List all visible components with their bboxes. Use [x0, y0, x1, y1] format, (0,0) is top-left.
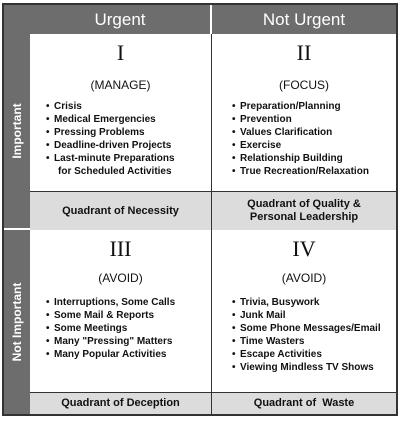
list-item: • Prevention — [232, 113, 369, 126]
quadrant-1-tag: (MANAGE) — [90, 78, 151, 92]
list-item: • Exercise — [232, 139, 369, 152]
time-management-matrix — [2, 3, 398, 416]
quadrant-1 — [30, 34, 212, 192]
quadrant-4-list — [232, 296, 381, 374]
list-item: • Some Phone Messages/Email — [232, 322, 381, 335]
list-item: • Many Popular Activities — [46, 348, 175, 361]
quadrant-3-footer-line1: Quadrant of Deception — [61, 397, 180, 409]
matrix-corner — [4, 5, 30, 34]
quadrant-2-list — [232, 100, 369, 178]
quadrant-1-footer-line1: Quadrant of Necessity — [62, 204, 179, 217]
list-item-continuation: for Scheduled Activities — [58, 166, 172, 177]
quadrant-2-footer-line1: Quadrant of Quality & — [247, 198, 361, 210]
quadrant-4-footer-line1: Quadrant of Waste — [253, 397, 355, 409]
list-item: • Values Clarification — [232, 126, 369, 139]
quadrant-3-footer — [30, 393, 212, 414]
list-item: • Time Wasters — [232, 335, 381, 348]
quadrant-3 — [30, 230, 212, 393]
quadrant-3-tag: (AVOID) — [98, 271, 143, 285]
list-item: • Viewing Mindless TV Shows — [232, 361, 381, 374]
quadrant-1-numeral: I — [116, 40, 125, 65]
quadrant-2 — [212, 34, 396, 192]
quadrant-1-list — [46, 100, 175, 178]
quadrant-4 — [212, 230, 396, 393]
list-item: • Deadline-driven Projects — [46, 139, 175, 152]
row-header-important — [4, 34, 30, 230]
list-item: • Trivia, Busywork — [232, 296, 381, 309]
list-item: • Many "Pressing" Matters — [46, 335, 175, 348]
list-item: • Last-minute Preparations — [46, 152, 175, 165]
list-item: • Some Meetings — [46, 322, 175, 335]
quadrant-4-numeral: IV — [292, 236, 316, 261]
quadrant-4-footer — [212, 393, 396, 414]
list-item: • Escape Activities — [232, 348, 381, 361]
list-item: • Relationship Building — [232, 152, 369, 165]
list-item: • Crisis — [46, 100, 175, 113]
quadrant-2-numeral: II — [296, 40, 312, 65]
quadrant-1-footer — [30, 192, 212, 230]
list-item: • True Recreation/Relaxation — [232, 165, 369, 178]
row-header-not-important — [4, 230, 30, 414]
quadrant-2-footer — [212, 192, 396, 230]
list-item: • Pressing Problems — [46, 126, 175, 139]
list-item: • Some Mail & Reports — [46, 309, 175, 322]
quadrant-4-tag: (AVOID) — [281, 271, 327, 285]
list-item: • Interruptions, Some Calls — [46, 296, 175, 309]
quadrant-2-footer-line2: Personal Leadership — [249, 211, 359, 223]
column-header-urgent: Urgent — [30, 5, 212, 34]
list-item: • Medical Emergencies — [46, 113, 175, 126]
quadrant-3-list — [46, 296, 175, 361]
quadrant-2-tag: (FOCUS) — [279, 78, 329, 92]
list-item: • Junk Mail — [232, 309, 381, 322]
row-label-important: Important — [10, 103, 24, 159]
column-header-not-urgent: Not Urgent — [212, 5, 396, 34]
list-item: • Preparation/Planning — [232, 100, 369, 113]
quadrant-3-numeral: III — [109, 236, 132, 261]
row-label-not-important: Not Important — [10, 282, 24, 362]
